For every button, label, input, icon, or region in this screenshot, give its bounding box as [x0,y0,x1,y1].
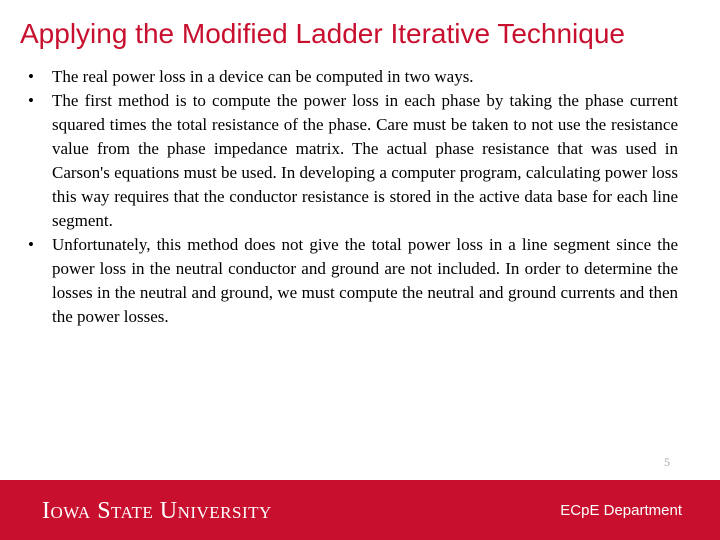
bullet-text: The first method is to compute the power loss in each phase by taking the phase current squared times the total resistance of the phase. Care must be taken to not use the resistance value from the phase impedance matrix. The actual phase resistance that was used in Carson's equations must be used. In developing a computer program, calculating power loss this way requires that the conductor resistance is stored in the active data base for each line segment. [52,91,678,230]
bullet-text: Unfortunately, this method does not give the total power loss in a line segment since the power loss in the neutral conductor and ground are not included. In order to determine the losses in the neutral and ground, we must compute the neutral and ground currents and then the power losses. [52,235,678,326]
footer-bar [0,480,720,540]
slide-title: Applying the Modified Ladder Iterative Technique [20,18,625,49]
bullet-marker: • [28,91,34,110]
university-logo-text: Iowa State University [42,498,272,524]
bullet-item [28,233,678,329]
page-number: 5 [664,455,670,469]
bullet-marker: • [28,67,34,86]
bullet-list [28,65,678,329]
department-name: ECpE Department [560,502,682,519]
bullet-item [28,65,678,89]
bullet-item [28,89,678,233]
bullet-marker: • [28,235,34,254]
bullet-text: The real power loss in a device can be computed in two ways. [52,67,474,86]
